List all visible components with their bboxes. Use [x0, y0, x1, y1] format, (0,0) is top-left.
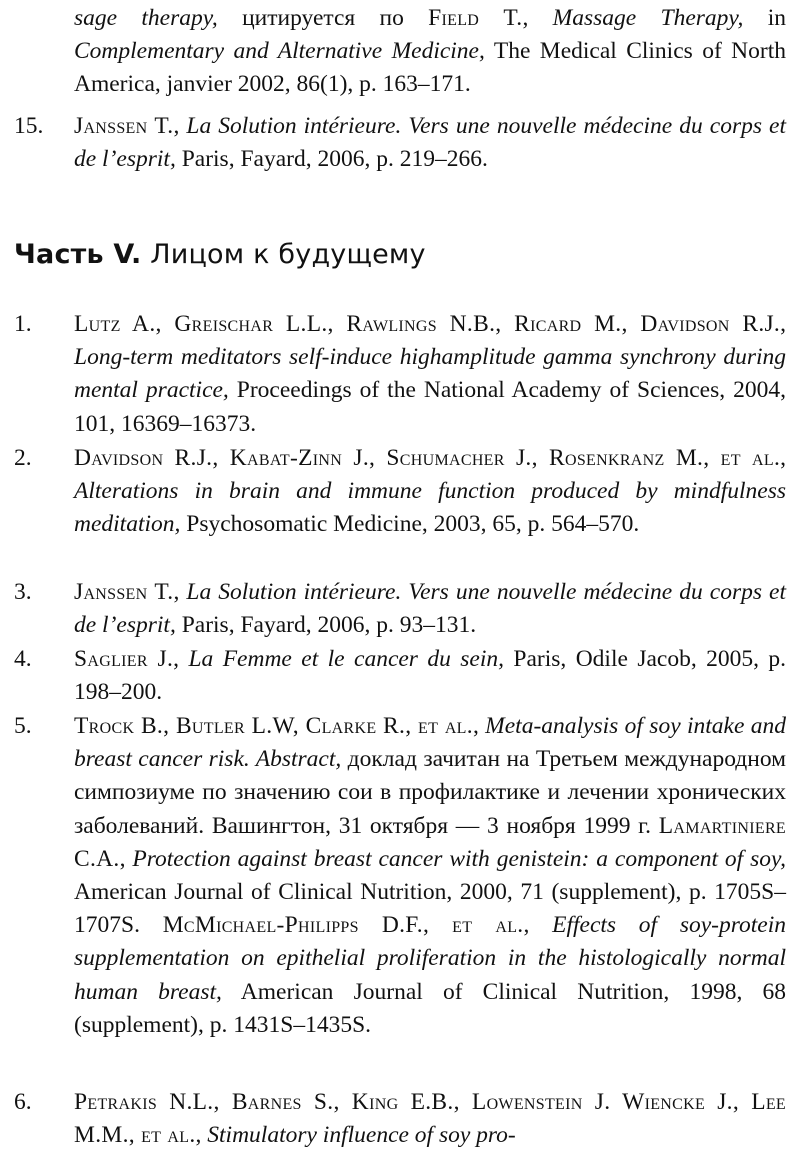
reference-2 [0, 442, 786, 542]
reference-separator: , [173, 579, 187, 605]
reference-body [74, 308, 786, 441]
section-heading [14, 238, 426, 272]
reference-text: цитируется по [217, 5, 429, 31]
reference-text: American Journal of Clinical Nutrition, 1998, 68 (supplement), p. 1431S–1435S. [74, 978, 787, 1038]
reference-3 [0, 576, 786, 642]
reference-body [74, 576, 786, 642]
reference-title: Long-term meditators self-induce highamplitude gamma synchrony during mental practice, [74, 344, 786, 404]
reference-text: Proceedings of the National Academy of Sciences, 2004, 101, 16369–16373. [74, 377, 786, 437]
reference-author: McMichael-Philipps D.F., et al. [162, 912, 524, 939]
reference-author: Trock B., Butler L.W, Clarke R., et al. [74, 713, 473, 739]
reference-6 [0, 1086, 786, 1152]
reference-text: доклад зачитан на Третьем международном симпозиуме по значению сои в профилактике и лечении хронических заболеваний. Вашингтон, 31 октября — 3 ноября 1999 г. [74, 746, 787, 839]
section-part: Часть V. [14, 239, 142, 270]
reference-text: The Medical Clinics of North America, janvier 2002, 86(1), p. 163–171. [74, 38, 786, 98]
reference-15 [0, 110, 786, 176]
reference-4 [0, 643, 786, 709]
reference-separator: , [523, 912, 553, 939]
reference-number: 1. [14, 311, 32, 337]
reference-body [74, 442, 786, 542]
reference-author: Davidson R.J., Kabat-Zinn J., Schumacher J., Rosenkranz M., et al. [74, 445, 781, 471]
reference-separator: , [119, 845, 133, 872]
reference-author: Field T. [428, 5, 523, 31]
reference-author: Petrakis N.L., Barnes S., King E.B., Lowenstein J. Wiencke J., Lee M.M., et al. [74, 1089, 786, 1149]
reference-text: Paris, Fayard, 2006, p. 93–131. [175, 612, 477, 639]
reference-number: 4. [14, 646, 32, 672]
reference-title: Meta-analysis of soy intake and breast cancer risk. Abstract, [74, 713, 786, 773]
reference-number: 3. [14, 579, 32, 605]
reference-title: Protection against breast cancer with genistein: a component of soy, [132, 845, 787, 872]
reference-separator: , [780, 445, 786, 471]
reference-text: Paris, Odile Jacob, 2005, p. 198–200. [74, 646, 787, 706]
reference-14-continuation [74, 2, 786, 102]
reference-body [74, 643, 786, 709]
reference-number: 5. [14, 713, 32, 739]
reference-title: Alterations in brain and immune function produced by mindfulness meditation, [74, 478, 786, 538]
reference-text: Paris, Fayard, 2006, p. 219–266. [175, 146, 488, 173]
reference-title: La Femme et le cancer du sein, [188, 646, 504, 672]
reference-author: Janssen T. [74, 579, 174, 605]
reference-5 [0, 710, 786, 1042]
reference-separator: , [472, 713, 486, 739]
reference-author: Saglier J. [74, 646, 174, 672]
reference-author: Lamartiniere C.A. [74, 812, 786, 872]
reference-text: Psychosomatic Medicine, 2003, 65, p. 564–570. [180, 511, 640, 538]
reference-author: Lutz A., Greischar L.L., Rawlings N.B., Ricard M., Davidson R.J. [74, 311, 781, 337]
reference-author: Janssen T. [74, 113, 174, 139]
reference-title: Stimulatory influence of soy pro- [207, 1122, 516, 1149]
reference-body [74, 110, 786, 176]
reference-title: Massage Therapy, [552, 5, 744, 31]
reference-separator: , [195, 1122, 208, 1149]
section-title: Лицом к будущему [141, 239, 426, 270]
reference-separator: , [173, 113, 187, 139]
reference-title: Complementary and Alternative Medicine, [74, 38, 485, 65]
reference-body [74, 710, 786, 1042]
reference-text: in [743, 5, 787, 31]
reference-text: American Journal of Clinical Nutrition, 2000, 71 (supplement), p. 1705S–1707S. [74, 879, 786, 939]
reference-number: 6. [14, 1089, 32, 1115]
reference-separator: , [780, 311, 786, 337]
reference-number: 2. [14, 445, 32, 471]
reference-title: sage therapy, [74, 5, 218, 31]
reference-body [74, 1086, 786, 1152]
reference-title: Effects of soy-protein supplementation on epithelial proliferation in the histologically normal human breast, [74, 912, 786, 1005]
reference-separator: , [173, 646, 189, 672]
reference-1 [0, 308, 786, 441]
reference-title: La Solution intérieure. Vers une nouvelle médecine du corps et de l’esprit, [74, 113, 786, 173]
reference-number: 15. [14, 113, 44, 139]
reference-separator: , [522, 5, 553, 31]
reference-title: La Solution intérieure. Vers une nouvelle médecine du corps et de l’esprit, [74, 579, 786, 639]
